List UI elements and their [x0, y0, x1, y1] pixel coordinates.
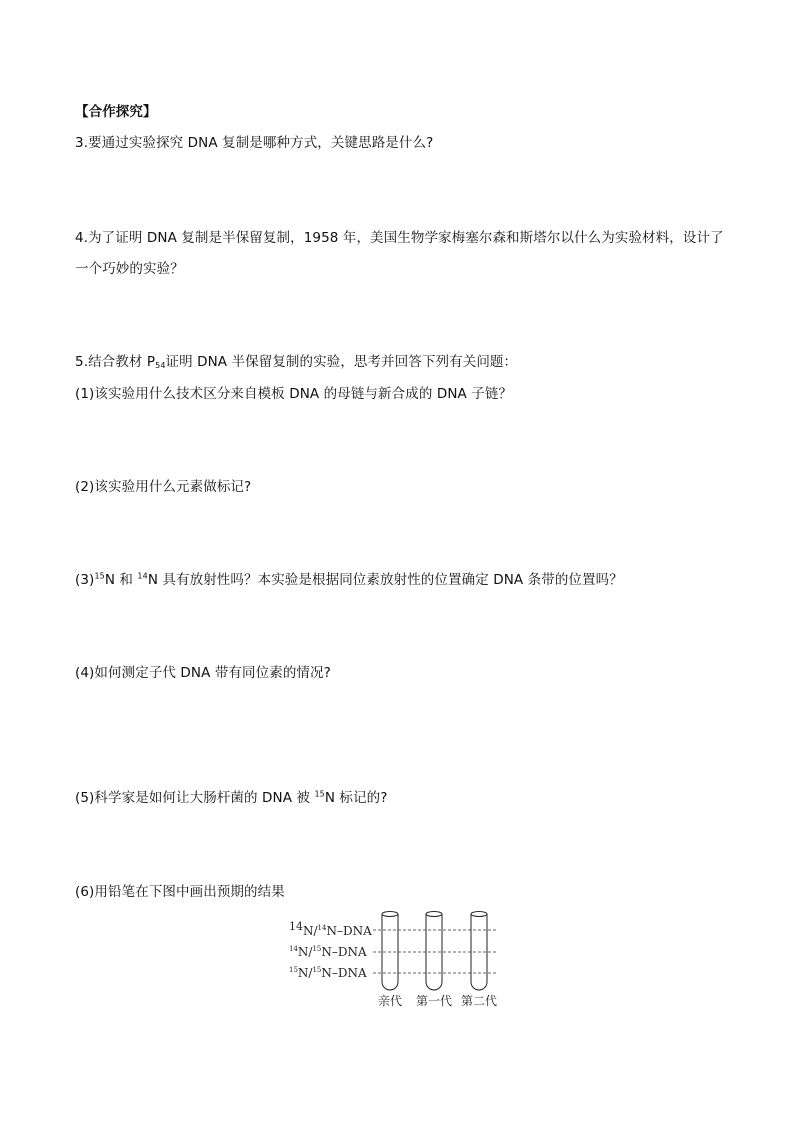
- question-5-4: (4)如何测定子代 DNA 带有同位素的情况?: [75, 665, 331, 681]
- question-5-5: [75, 789, 387, 807]
- question-5-1: (1)该实验用什么技术区分来自模板 DNA 的母链与新合成的 DNA 子链？: [75, 386, 513, 402]
- band-label-hybrid: $^{14}$N/$^{15}$N–DNA: [289, 945, 367, 959]
- tubes: [382, 912, 487, 991]
- q5-3-prefix: (3): [75, 572, 95, 588]
- question-4-line-2: 一个巧妙的实验？: [75, 261, 184, 277]
- question-5-6: (6)用铅笔在下图中画出预期的结果: [75, 884, 285, 900]
- q5-3-rest: N 具有放射性吗？本实验是根据同位素放射性的位置确定 DNA 条带的位置吗？: [147, 572, 623, 588]
- question-5-prefix: 5.结合教材 P: [75, 354, 156, 370]
- q5-5-prefix: (5)科学家是如何让大肠杆菌的 DNA 被: [75, 790, 315, 806]
- tube-first-generation: [426, 912, 442, 991]
- tube-label-first-generation: 第一代: [415, 994, 453, 1008]
- question-5-3: [75, 571, 623, 589]
- question-4-line-1: 4.为了证明 DNA 复制是半保留复制，1958 年，美国生物学家梅塞尔森和斯塔尔以什么为实验材料，设计了: [75, 230, 724, 246]
- isotope-15-sup: 15: [314, 789, 325, 799]
- band-labels: [289, 920, 372, 980]
- q5-5-rest: N 标记的?: [324, 790, 388, 806]
- tube-label-second-generation: 第二代: [460, 994, 498, 1008]
- tube-second-generation: [471, 912, 487, 991]
- centrifuge-tube-figure: [285, 908, 515, 1014]
- tube-label-parent: 亲代: [377, 994, 403, 1008]
- band-label-heavy: $^{15}$N/$^{15}$N–DNA: [289, 966, 367, 980]
- section-title: 【合作探究】: [75, 104, 157, 120]
- tube-parent: [382, 912, 398, 991]
- isotope-14-sup: 14: [137, 571, 148, 581]
- question-5-2: (2)该实验用什么元素做标记?: [75, 479, 252, 495]
- question-5: [75, 353, 517, 375]
- question-3: 3.要通过实验探究 DNA 复制是哪种方式，关键思路是什么?: [75, 135, 434, 151]
- band-guide-lines: [373, 930, 497, 973]
- page-number-subscript: 54: [155, 361, 166, 370]
- isotope-15-sup: 15: [94, 571, 105, 581]
- question-5-suffix: 证明 DNA 半保留复制的实验，思考并回答下列有关问题：: [165, 354, 518, 370]
- band-label-light: 14N/$^{14}$N–DNA: [289, 920, 372, 938]
- tube-diagram: [285, 908, 515, 1014]
- q5-3-mid: N 和: [104, 572, 138, 588]
